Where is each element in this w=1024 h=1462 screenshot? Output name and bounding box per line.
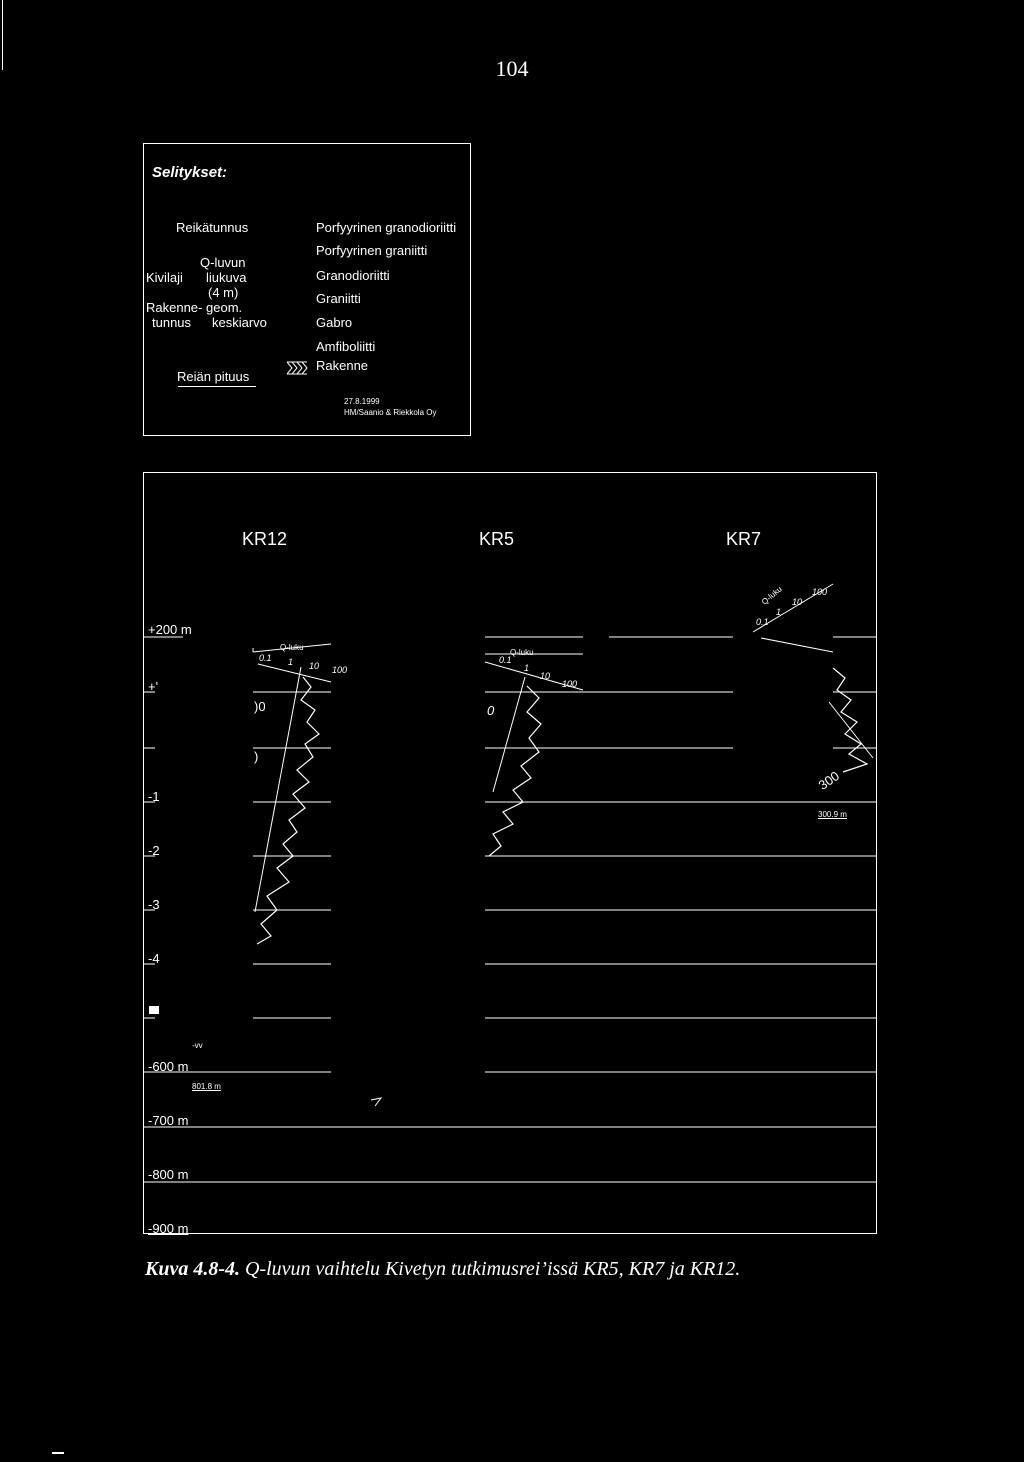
rock-type-gabro: Gabro [316,315,353,330]
kr7-tick-100: 100 [812,587,828,597]
depth-label-plus200: +200 m [148,622,192,637]
kr12-tick-10: 10 [309,661,320,671]
depth-label-minus700: -700 m [148,1113,189,1128]
kr7-partial-label: 300 [815,768,843,793]
legend-author: HM/Saanio & Riekkola Oy [344,408,437,417]
kr5-axis-title: Q-luku [510,648,534,657]
kr12-tick-0.1: 0.1 [259,653,272,663]
legend-4m: (4 m) [208,285,239,300]
legend-liukuva: liukuva [206,270,247,285]
depth-label-minus200: -2 [148,843,160,858]
kr7-tick-10: 10 [792,597,803,607]
legend-box [143,143,471,436]
structure-hatch-icon [286,360,308,376]
rock-type-graniitti: Graniitti [316,291,361,306]
legend-underline [178,386,256,387]
caption-label: Kuva 4.8-4. [145,1258,240,1280]
depth-label-minus400: -4 [148,951,160,966]
depth-label-minus300: -3 [148,897,160,912]
borehole-title-kr5: KR5 [479,529,515,549]
legend-q-luvun: Q-luvun [200,255,246,270]
kr12-borehole-line [255,667,301,912]
bottom-dash [52,1452,64,1454]
marker-minus500 [149,1006,159,1014]
legend-rakenne: Rakenne [316,358,369,373]
plot-graphics [143,472,877,1234]
kr12-length: 801.8 m [192,1082,221,1091]
depth-gridlines [143,637,877,1234]
kr5-tick-1: 1 [524,663,530,673]
rock-type-granodioriitti: Granodioriitti [316,268,390,283]
borehole-title-kr12: KR12 [242,529,288,549]
depth-label-minus800: -800 m [148,1167,189,1182]
page-number: 104 [495,56,529,81]
kr5-tick-0.1: 0.1 [499,655,512,665]
legend-reian-pituus: Reiän pituus [177,369,250,384]
legend-date: 27.8.1999 [344,397,380,406]
rock-type-amfiboliitti: Amfiboliitti [316,339,376,354]
dots-label: -vv [192,1041,203,1050]
legend-title: Selitykset: [152,164,228,181]
kr7-tick-1: 1 [776,607,782,617]
borehole-title-kr7: KR7 [726,529,762,549]
kr7-axis-title: Q-luku [759,584,784,607]
legend-kivilaji: Kivilaji [146,270,183,285]
depth-label-minus600: -600 m [148,1059,189,1074]
caption-text: Q-luvun vaihtelu Kivetyn tutkimusrei’issä KR5, KR7 ja KR12. [240,1258,741,1280]
kr12-partial-label-a: )0 [254,699,266,714]
kr7-tick-0.1: 0.1 [756,617,769,627]
kr7-length: 300.9 m [818,810,847,819]
kr12-partial-label-b: ) [254,749,259,764]
kr7-borehole-line [829,702,873,758]
kr5-borehole-line [493,677,525,792]
kr7-q-trace [833,668,867,772]
depth-label-plus100: +' [148,679,159,694]
depth-label-minus900: -900 m [148,1221,189,1236]
kr5-tick-100: 100 [562,679,578,689]
legend-reikatunnus: Reikätunnus [176,220,249,235]
kr5-zero-label: 0 [487,703,495,718]
figure-caption [145,1258,885,1281]
kr5-tick-10: 10 [540,671,551,681]
rock-type-porfyyrinen-granodioriitti: Porfyyrinen granodioriitti [316,220,457,235]
legend-tunnus: tunnus [152,315,192,330]
kr12-axis-title: Q-luku [280,643,304,652]
legend-keskiarvo: keskiarvo [212,315,267,330]
kr12-q-trace [257,677,319,944]
rock-type-porfyyrinen-graniitti: Porfyyrinen graniitti [316,243,428,258]
left-edge-line [2,0,3,70]
legend-geom: geom. [206,300,243,315]
kr12-tick-100: 100 [332,665,348,675]
depth-label-minus100: -1 [148,789,160,804]
legend-rakenne-line: Rakenne- [146,300,203,315]
kr12-tick-1: 1 [288,657,294,667]
